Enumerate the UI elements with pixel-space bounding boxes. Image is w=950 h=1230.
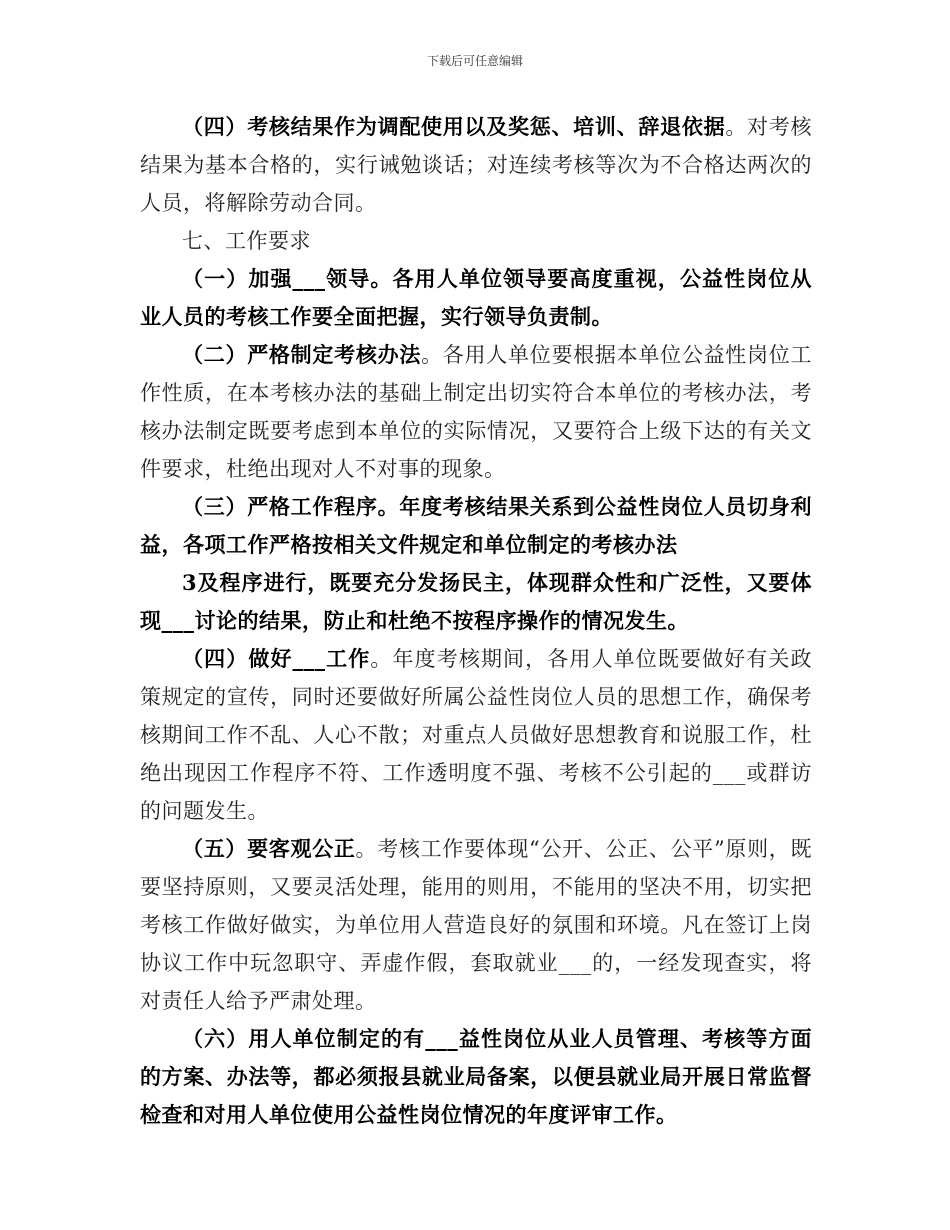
paragraph-lead: （二）严格制定考核办法 [182,342,422,367]
paragraph-text: 。年度考核期间，各用人单位既要做好有关政策规定的宣传，同时还要做好所属公益性岗位人员的思想工作，确保考核期间工作不乱、人心不散；对重点人员做好思想教育和说服工作，杜绝出现因工作程序不符、工作透明度不强、考核不公引起的___或群访的问题发生。 [140,647,812,823]
section-title: 七、工作要求 [182,229,311,253]
paragraph-text: 。各用人单位要根据本单位公益性岗位工作性质，在本考核办法的基础上制定出切实符合本单位的考核办法，考核办法制定既要考虑到本单位的实际情况，又要符合上级下达的有关文件要求，杜绝出现对人不对事的现象。 [140,343,813,481]
paragraph-lead: （四）考核结果作为调配使用以及奖惩、培训、辞退依据 [182,114,726,139]
paragraph-assessment-method [140,336,812,488]
paragraph-objective-fair [140,830,812,1020]
paragraph-lead: （四）做好___工作 [182,646,371,671]
paragraph-work-procedure: （三）严格工作程序。年度考核结果关系到公益性岗位人员切身利益，各项工作严格按相关文件规定和单位制定的考核办法 [140,494,812,557]
paragraph-assessment-results [140,108,812,222]
paragraph-do-work-well [140,640,812,830]
document-body [140,108,812,1134]
paragraph-lead: （五）要客观公正 [182,836,356,861]
paragraph-procedure-continued: 3及程序进行，既要充分发扬民主，体现群众性和广泛性，又要体现___讨论的结果，防止和杜绝不按程序操作的情况发生。 [140,570,812,633]
paragraph-text: 。对考核结果为基本合格的，实行诫勉谈话；对连续考核等次为不合格达两次的人员，将解除劳动合同。 [140,115,813,215]
paragraph-leadership: （一）加强___领导。各用人单位领导要高度重视，公益性岗位从业人员的考核工作要全面把握，实行领导负责制。 [140,266,812,329]
paragraph-text: 。考核工作要体现“公开、公正、公平”原则，既要坚持原则，又要灵活处理，能用的则用，不能用的坚决不用，切实把考核工作做好做实，为单位用人营造良好的氛围和环境。凡在签订上岗协议工作中玩忽职守、弄虚作假，套取就业___的，一经发现查实，将对责任人给予严肃处理。 [140,837,812,1013]
page-header-note: 下载后可任意编辑 [426,54,523,68]
paragraph-filing-requirement: （六）用人单位制定的有___益性岗位从业人员管理、考核等方面的方案、办法等，都必须报县就业局备案，以便县就业局开展日常监督检查和对用人单位使用公益性岗位情况的年度评审工作。 [140,1026,812,1127]
